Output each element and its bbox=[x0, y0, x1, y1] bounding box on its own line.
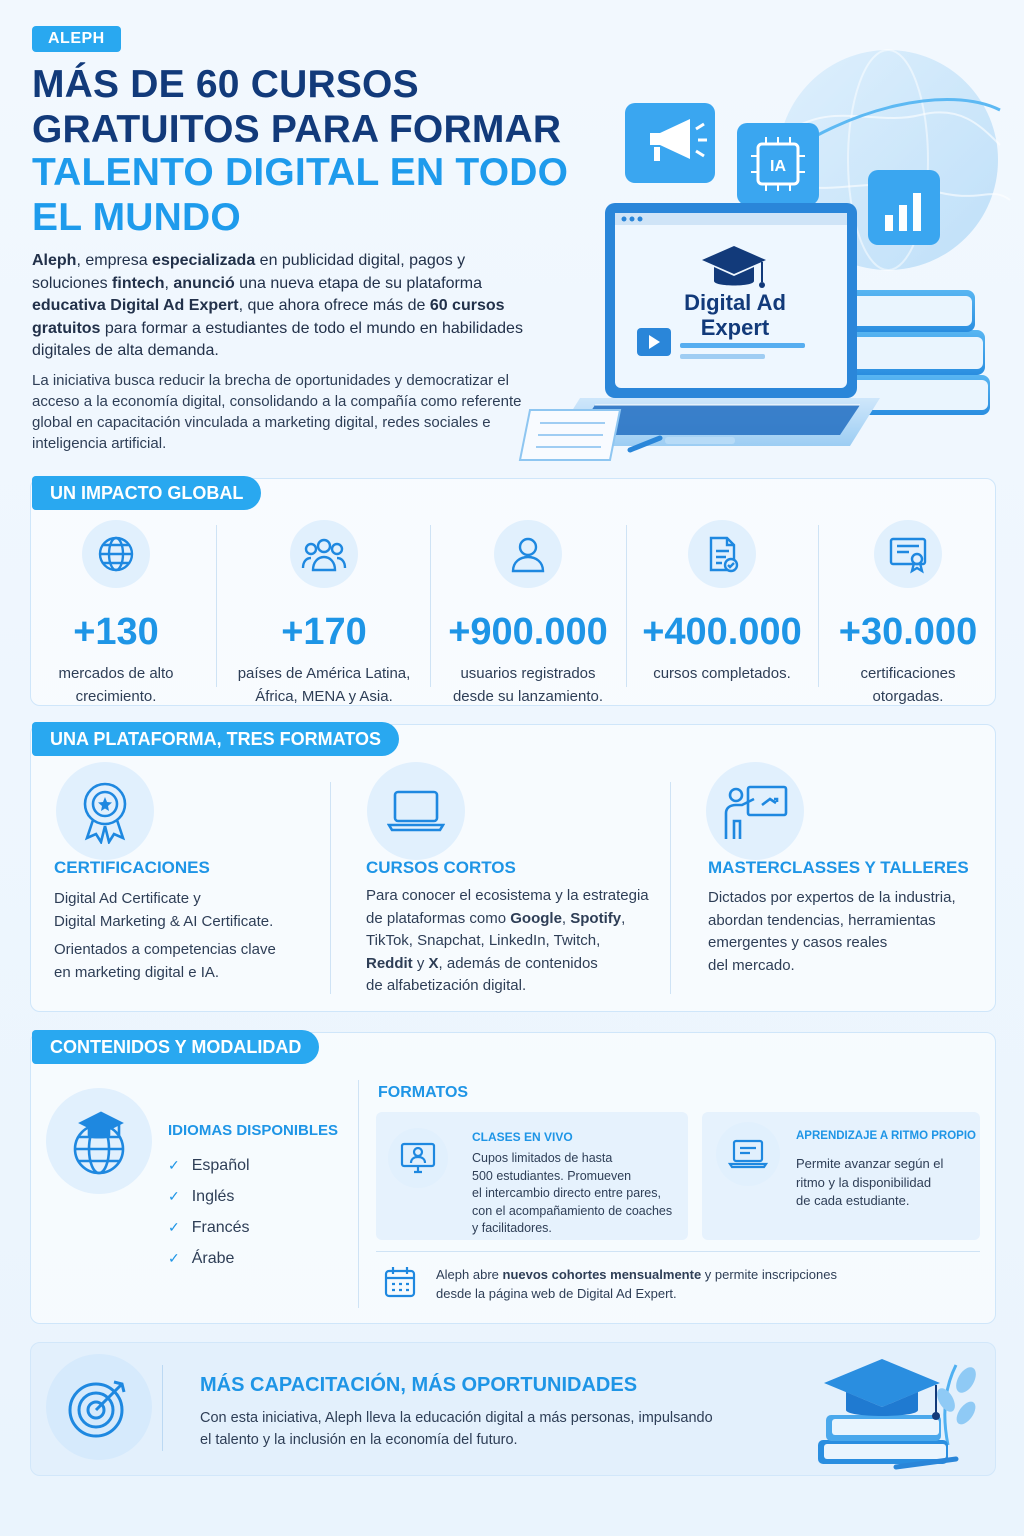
self-paced-text: Permite avanzar según el ritmo y la disponibilidad de cada estudiante. bbox=[796, 1156, 944, 1208]
footer-text: Con esta iniciativa, Aleph lleva la educación digital a más personas, impulsando el talento y la inclusión en la economía del futuro. bbox=[200, 1410, 713, 1448]
footer-title: MÁS CAPACITACIÓN, MÁS OPORTUNIDADES bbox=[200, 1374, 638, 1396]
document-check-icon bbox=[688, 520, 756, 588]
cohorts-note: Aleph abre nuevos cohortes mensualmente y permite inscripciones desde la página web de Digital Ad Expert. bbox=[436, 1267, 837, 1301]
page-title-line-2: GRATUITOS PARA FORMAR bbox=[32, 108, 562, 151]
masterclasses-text: Dictados por expertos de la industria, abordan tendencias, herramientas emergentes y casos reales del mercado. bbox=[708, 889, 956, 974]
check-icon: ✓ bbox=[168, 1250, 180, 1266]
teacher-icon bbox=[706, 762, 804, 860]
people-icon bbox=[290, 520, 358, 588]
stat-courses bbox=[634, 520, 810, 685]
ai-chip-icon bbox=[737, 123, 819, 205]
hero-screen-title-2: Expert bbox=[700, 315, 770, 340]
language-item: ✓ Inglés bbox=[168, 1188, 235, 1205]
live-classes-text: Cupos limitados de hasta 500 estudiantes. Promueven el intercambio directo entre pares, con el acompañamiento de coaches y facilitadores. bbox=[472, 1151, 673, 1235]
certificaciones-text-2: Orientados a competencias clave en marketing digital e IA. bbox=[54, 941, 276, 981]
language-item: ✓ Árabe bbox=[168, 1250, 235, 1267]
check-icon: ✓ bbox=[168, 1157, 180, 1173]
stat-markets bbox=[40, 520, 192, 708]
stat-certifications bbox=[828, 520, 988, 708]
cursos-cortos-title: CURSOS CORTOS bbox=[366, 858, 516, 877]
intro-paragraph: Aleph, empresa especializada en publicidad digital, pagos y soluciones fintech, anunció una nueva etapa de su plataforma educativa Digital Ad Expert, que ahora ofrece más de 60 cursos gratuitos para formar a estudiantes de todo el mundo en habilidades digitales de alta demanda. bbox=[32, 252, 523, 359]
stat-number: +30.000 bbox=[838, 611, 978, 653]
certificate-icon bbox=[874, 520, 942, 588]
megaphone-icon bbox=[625, 103, 715, 183]
stat-users bbox=[440, 520, 616, 708]
page-title-line-1: MÁS DE 60 CURSOS bbox=[32, 63, 419, 106]
self-paced-title: APRENDIZAJE A RITMO PROPIO bbox=[796, 1130, 976, 1142]
page-title-line-3: TALENTO DIGITAL EN TODO bbox=[32, 151, 569, 194]
stat-label: mercados de alto crecimiento. bbox=[58, 665, 174, 705]
formats-subtitle: FORMATOS bbox=[378, 1084, 469, 1101]
calendar-icon bbox=[382, 1264, 418, 1305]
live-classes-title: CLASES EN VIVO bbox=[472, 1130, 573, 1144]
stat-countries bbox=[228, 520, 420, 708]
hero-screen-title-1: Digital Ad bbox=[684, 290, 786, 315]
language-item: ✓ Francés bbox=[168, 1219, 250, 1236]
page-title-line-4: EL MUNDO bbox=[32, 196, 241, 239]
graduation-books-icon bbox=[806, 1345, 986, 1480]
bar-chart-icon bbox=[868, 170, 940, 245]
video-class-icon bbox=[388, 1128, 448, 1188]
user-icon bbox=[494, 520, 562, 588]
laptop-small-icon bbox=[716, 1122, 780, 1186]
stat-label: países de América Latina, África, MENA y Asia. bbox=[237, 665, 411, 705]
languages-title: IDIOMAS DISPONIBLES bbox=[168, 1122, 339, 1139]
chip-label: IA bbox=[770, 158, 786, 175]
graduation-globe-icon bbox=[46, 1088, 152, 1194]
stat-number: +170 bbox=[281, 611, 367, 653]
check-icon: ✓ bbox=[168, 1219, 180, 1235]
intro-paragraph-2: La iniciativa busca reducir la brecha de oportunidades y democratizar el acceso a la economía digital, consolidando a la compañía como referente global en capacitación vinculada a marketing digital, redes sociales e inteligencia artificial. bbox=[32, 372, 522, 452]
laptop-icon bbox=[367, 762, 465, 860]
stat-number: +900.000 bbox=[448, 611, 608, 653]
masterclasses-title: MASTERCLASSES Y TALLERES bbox=[708, 858, 969, 877]
badge-icon bbox=[56, 762, 154, 860]
languages-list bbox=[168, 1150, 250, 1274]
stat-label: certificaciones otorgadas. bbox=[860, 665, 956, 705]
target-icon bbox=[46, 1354, 152, 1460]
stat-label: usuarios registrados desde su lanzamiento. bbox=[452, 665, 604, 705]
formats-section-title: UNA PLATAFORMA, TRES FORMATOS bbox=[32, 722, 399, 756]
globe-icon bbox=[82, 520, 150, 588]
language-item: ✓ Español bbox=[168, 1157, 250, 1174]
certificaciones-title: CERTIFICACIONES bbox=[54, 858, 210, 877]
brand-tag: ALEPH bbox=[32, 26, 121, 52]
hero-illustration bbox=[500, 45, 1020, 470]
stat-label: cursos completados. bbox=[653, 665, 791, 682]
check-icon: ✓ bbox=[168, 1188, 180, 1204]
impact-section-title: UN IMPACTO GLOBAL bbox=[32, 476, 261, 510]
stat-number: +130 bbox=[73, 611, 159, 653]
stat-number: +400.000 bbox=[642, 611, 802, 653]
cursos-cortos-text: Para conocer el ecosistema y la estrategia de plataformas como Google, Spotify, TikTok, Snapchat, LinkedIn, Twitch, Reddit y X, además de contenidos de alfabetización digital. bbox=[366, 887, 649, 994]
certificaciones-text: Digital Ad Certificate y Digital Marketing & AI Certificate. bbox=[54, 890, 274, 930]
content-section-title: CONTENIDOS Y MODALIDAD bbox=[32, 1030, 319, 1064]
